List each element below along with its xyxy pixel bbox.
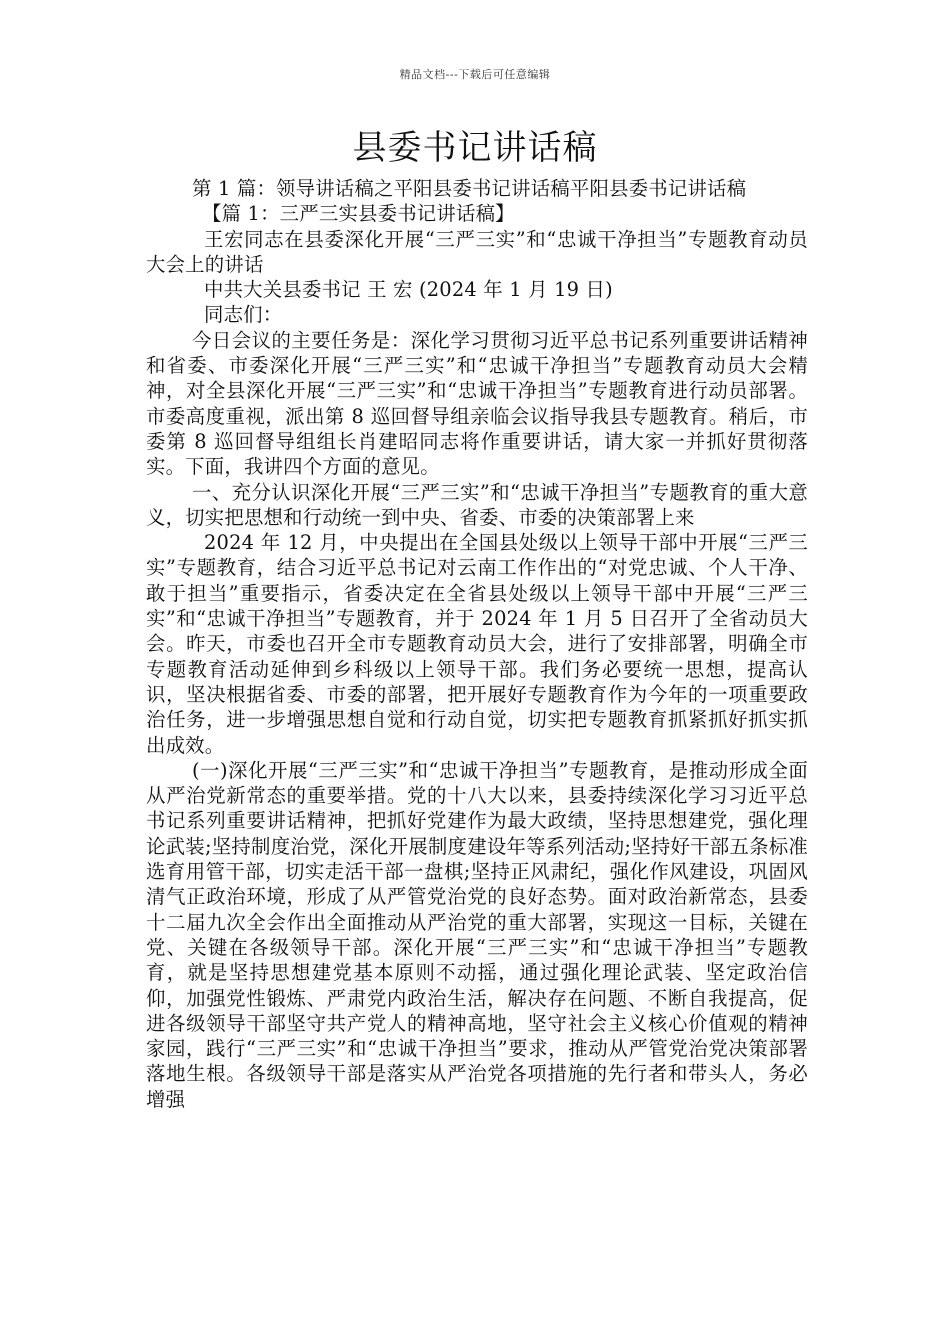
document-body: [146, 176, 808, 1112]
article-heading: 第 1 篇：领导讲话稿之平阳县委书记讲话稿平阳县委书记讲话稿: [192, 177, 747, 200]
chapter-heading: 一、充分认识深化开展“三严三实”和“忠诚干净担当”专题教育的重大意义，切实把思想和行动统一到中央、省委、市委的决策部署上来: [146, 480, 808, 529]
section-heading: 【篇 1：三严三实县委书记讲话稿】: [202, 202, 515, 226]
page-header: 精品文档---下载后可任意编辑: [399, 68, 551, 81]
speaker-line: 中共大关县委书记 王 宏 (2024 年 1 月 19 日): [204, 278, 613, 302]
salutation: 同志们：: [204, 303, 283, 327]
speech-title: 王宏同志在县委深化开展“三严三实”和“忠诚干净担当”专题教育动员大会上的讲话: [146, 227, 808, 276]
body-paragraph: (一)深化开展“三严三实”和“忠诚干净担当”专题教育，是推动形成全面从严治党新常态的重要举措。党的十八大以来，县委持续深化学习习近平总书记系列重要讲话精神，把抓好党建作为最大政绩，坚持思想建党，强化理论武装;坚持制度治党，深化开展制度建设年等系列活动;坚持好干部五条标准选育用管干部，切实走活干部一盘棋;坚持正风肃纪，强化作风建设，巩固风清气正政治环境，形成了从严管党治党的良好态势。面对政治新常态，县委十二届九次全会作出全面推动从严治党的重大部署，实现这一目标，关键在党、关键在各级领导干部。深化开展“三严三实”和“忠诚干净担当”专题教育，就是坚持思想建党基本原则不动摇，通过强化理论武装、坚定政治信仰，加强党性锻炼、严肃党内政治生活，解决存在问题、不断自我提高，促进各级领导干部坚守共产党人的精神高地，坚守社会主义核心价值观的精神家园，践行“三严三实”和“忠诚干净担当”要求，推动从严管党治党决策部署落地生根。各级领导干部是落实从严治党各项措施的先行者和带头人，务必增强: [146, 758, 808, 1111]
document-title: 县委书记讲话稿: [352, 128, 598, 168]
body-paragraph: 今日会议的主要任务是：深化学习贯彻习近平总书记系列重要讲话精神和省委、市委深化开展“三严三实”和“忠诚干净担当”专题教育动员大会精神，对全县深化开展“三严三实”和“忠诚干净担当”专题教育进行动员部署。市委高度重视，派出第 8 巡回督导组亲临会议指导我县专题教育。稍后，市委第 8 巡回督导组组长肖建昭同志将作重要讲话，请大家一并抓好贯彻落实。下面，我讲四个方面的意见。: [146, 328, 808, 479]
body-paragraph: 2024 年 12 月，中央提出在全国县处级以上领导干部中开展“三严三实”专题教育，结合习近平总书记对云南工作作出的“对党忠诚、个人干净、敢于担当”重要指示，省委决定在全省县处级以上领导干部中开展“三严三实”和“忠诚干净担当”专题教育，并于 2024 年 1 月 5 日召开了全省动员大会。昨天，市委也召开全市专题教育动员大会，进行了安排部署，明确全市专题教育活动延伸到乡科级以上领导干部。我们务必要统一思想，提高认识，坚决根据省委、市委的部署，把开展好专题教育作为今年的一项重要政治任务，进一步增强思想自觉和行动自觉，切实把专题教育抓紧抓好抓实抓出成效。: [146, 531, 808, 757]
